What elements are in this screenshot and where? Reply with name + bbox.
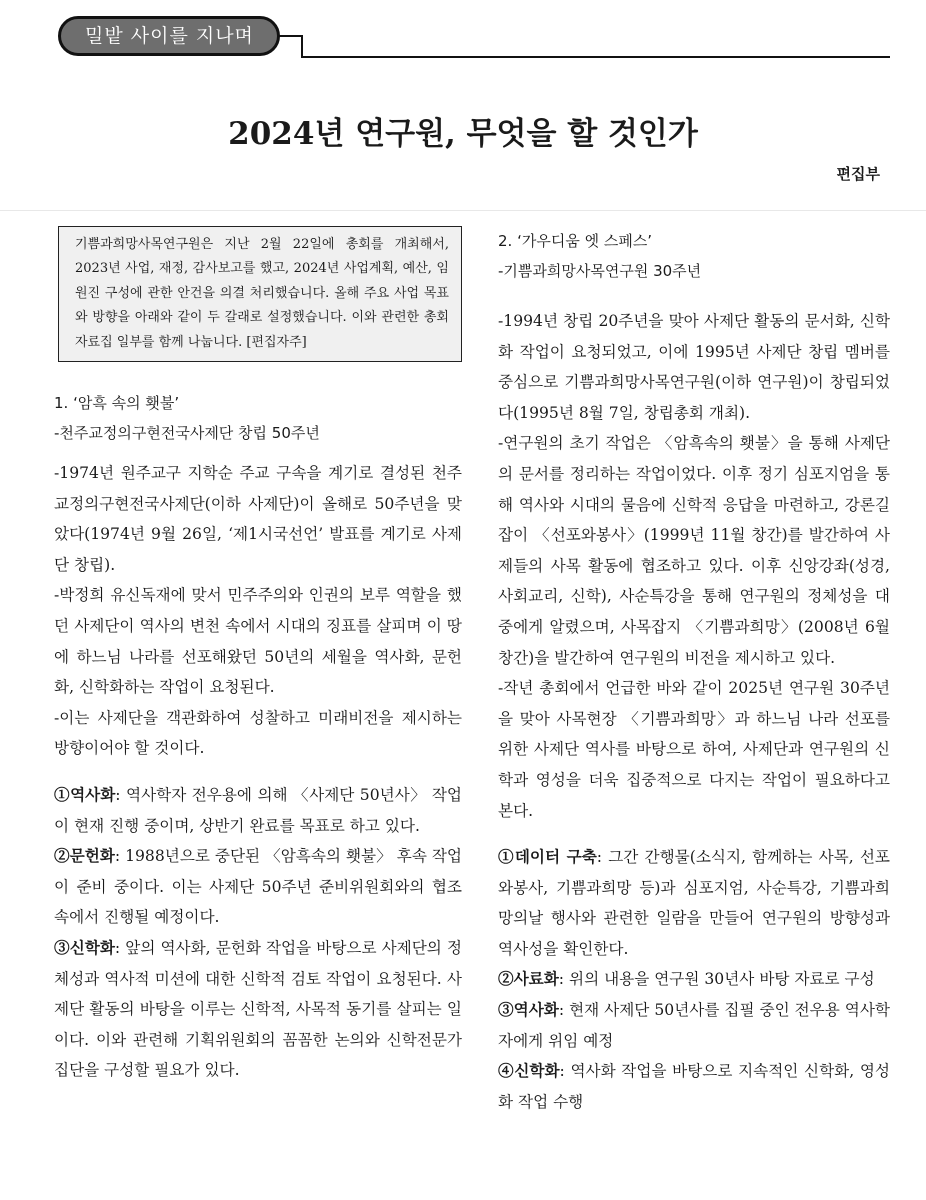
item-text: : 현재 사제단 50년사를 집필 중인 전우용 역사학자에게 위임 예정	[498, 1001, 890, 1050]
section-tab: 밀밭 사이를 지나며	[58, 16, 280, 56]
item-label: ③역사화	[498, 1000, 559, 1020]
section-header	[58, 10, 890, 60]
item-label: ①역사화	[54, 784, 116, 804]
right-list-item	[498, 1056, 890, 1117]
section-1-heading: 1. ‘암흑 속의 횃불’	[54, 394, 180, 413]
left-column	[54, 226, 462, 1086]
item-label: ④신학화	[498, 1061, 560, 1081]
item-text: : 앞의 역사화, 문헌화 작업을 바탕으로 사제단의 정체성과 역사적 미션에 대한 신학적 검토 작업이 요청된다. 사제단 활동의 바탕을 이루는 신학적, 사목적 동기를 살피는 일이다. 이와 관련해 기획위원회의 꼼꼼한 논의와 신학전문가 집단을 구성할 필요가 있다.	[54, 938, 462, 1080]
item-text: : 역사화 작업을 바탕으로 지속적인 신학화, 영성화 작업 수행	[498, 1062, 890, 1111]
item-text: : 위의 내용을 연구원 30년사 바탕 자료로 구성	[558, 970, 875, 989]
section-2-subheading: -기쁨과희망사목연구원 30주년	[498, 262, 702, 280]
byline: 편집부	[836, 165, 880, 183]
right-list-item	[498, 842, 890, 964]
section-1-subheading: -천주교정의구현전국사제단 창립 50주년	[54, 424, 320, 443]
item-text: : 1988년으로 중단된 〈암흑속의 횃불〉 후속 작업이 준비 중이다. 이는 사제단 50주년 준비위원회와의 협조 속에서 진행될 예정이다.	[54, 847, 462, 927]
left-list-item	[54, 780, 462, 841]
right-paragraph: -연구원의 초기 작업은 〈암흑속의 횃불〉을 통해 사제단의 문서를 정리하는 작업이었다. 이후 정기 심포지엄을 통해 역사와 시대의 물음에 신학적 응답을 마련하고, 강론길잡이 〈선포와봉사〉(1999년 11월 창간)를 발간하여 사제들의 사목 활동에 협조하고 있다. 이후 신앙강좌(성경, 사회교리, 신학), 사순특강을 통해 연구원의 정체성을 대중에게 알렸으며, 사목잡지 〈기쁨과희망〉(2008년 6월 창간)을 발간하여 연구원의 비전을 제시하고 있다.	[498, 434, 890, 667]
header-rule	[301, 56, 890, 58]
item-text: : 그간 간행물(소식지, 함께하는 사목, 선포와봉사, 기쁨과희망 등)과 심포지엄, 사순특강, 기쁨과희망의날 행사와 관련한 일람을 만들어 연구원의 방향성과 역사성을 확인한다.	[498, 848, 890, 958]
left-paragraph: -1974년 원주교구 지학순 주교 구속을 계기로 결성된 천주교정의구현전국사제단(이하 사제단)이 올해로 50주년을 맞았다(1974년 9월 26일, ‘제1시국선언’ 발표를 계기로 사제단 창립).	[54, 464, 462, 574]
item-label: ②사료화	[498, 969, 559, 989]
item-label: ③신학화	[54, 937, 115, 957]
item-label: ①데이터 구축	[498, 847, 597, 867]
editor-note-box: 기쁨과희망사목연구원은 지난 2월 22일에 총회를 개최해서, 2023년 사업, 재정, 감사보고를 했고, 2024년 사업계획, 예산, 임원진 구성에 관한 안건을 의결 처리했습니다. 올해 주요 사업 목표와 방향을 아래와 같이 두 갈래로 설정했습니다. 이와 관련한 총회자료집 일부를 함께 나눕니다. [편집자주]	[58, 226, 462, 362]
left-paragraph: -박정희 유신독재에 맞서 민주주의와 인권의 보루 역할을 했던 사제단이 역사의 변천 속에서 시대의 징표를 살피며 이 땅에 하느님 나라를 선포해왔던 50년의 세월을 역사화, 문헌화, 신학화하는 작업이 요청된다.	[54, 586, 462, 697]
header-step-line	[301, 35, 303, 57]
item-label: ②문헌화	[54, 846, 115, 866]
left-list-item	[54, 933, 462, 1086]
header-separator	[0, 210, 926, 211]
right-list-item	[498, 964, 890, 995]
right-paragraph: -1994년 창립 20주년을 맞아 사제단 활동의 문서화, 신학화 작업이 요청되었고, 이에 1995년 사제단 창립 멤버를 중심으로 기쁨과희망사목연구원(이하 연구원)이 창립되었다(1995년 8월 7일, 창립총회 개최).	[498, 312, 890, 422]
article-title: 2024년 연구원, 무엇을 할 것인가	[228, 116, 698, 152]
header-connector-line	[278, 35, 302, 37]
right-list-item	[498, 995, 890, 1056]
left-list-item	[54, 841, 462, 933]
section-2-heading: 2. ‘가우디움 엣 스페스’	[498, 232, 653, 250]
left-paragraph: -이는 사제단을 객관화하여 성찰하고 미래비전을 제시하는 방향이어야 할 것이다.	[54, 708, 462, 758]
right-column	[498, 226, 890, 1117]
right-paragraph: -작년 총회에서 언급한 바와 같이 2025년 연구원 30주년을 맞아 사목현장 〈기쁨과희망〉과 하느님 나라 선포를 위한 사제단 역사를 바탕으로 하여, 사제단과 연구원의 신학과 영성을 더욱 집중적으로 다지는 작업이 필요하다고 본다.	[498, 679, 890, 820]
item-text: : 역사학자 전우용에 의해 〈사제단 50년사〉 작업이 현재 진행 중이며, 상반기 완료를 목표로 하고 있다.	[54, 785, 462, 835]
